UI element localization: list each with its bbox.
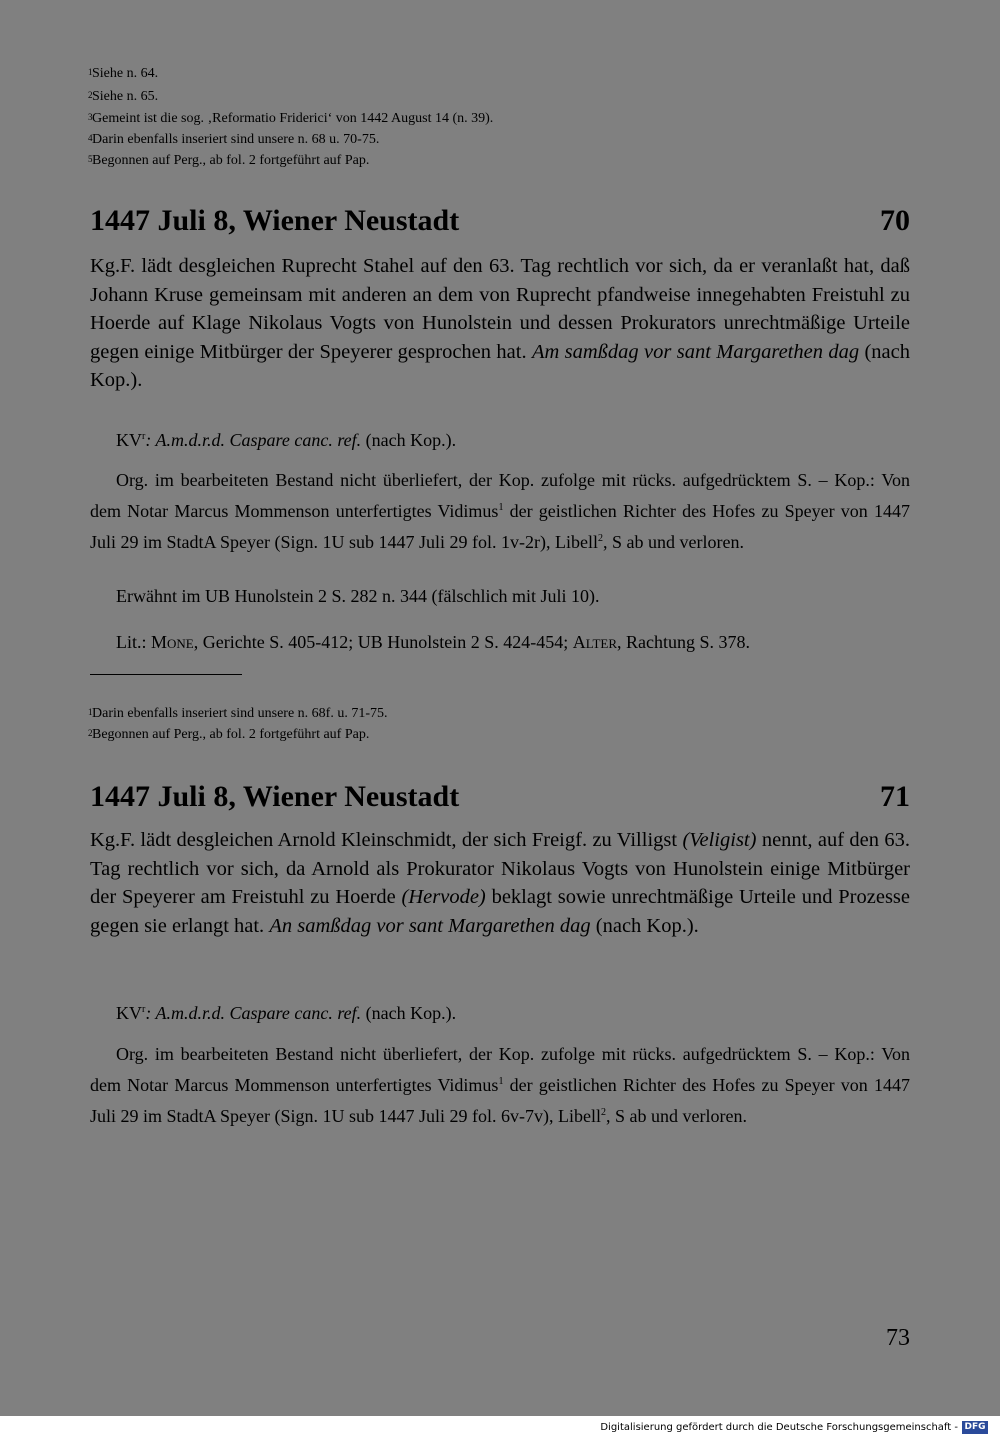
entry-70-literatur: Lit.: Mone, Gerichte S. 405-412; UB Hunolstein 2 S. 424-454; Alter, Rachtung S. 378. xyxy=(116,632,751,652)
footnote-2: 2 Siehe n. 65. xyxy=(88,89,159,104)
entry-70-erwaehnt: Erwähnt im UB Hunolstein 2 S. 282 n. 344 (fälschlich mit Juli 10). xyxy=(116,586,600,606)
entry-71-number: 71 xyxy=(880,780,910,813)
entry-71-ueberlieferung: Org. im bearbeiteten Bestand nicht überliefert, der Kop. zufolge mit rücks. aufgedrücktem S. – Kop.: Von dem Notar Marcus Mommenson unterfertigtes Vidimus$^1$ der geistlichen Richter des Hofes zu Speyer von 1447 Juli 29 im StadtA Speyer (Sign. 1U sub 1447 Juli 29 fol. 6v-7v), Libell$^2$, S ab und verloren. xyxy=(90,1044,910,1126)
entry-70-kanzleivermerk: $KV^r$: A.m.d.r.d. Caspare canc. ref. (nach Kop.). xyxy=(116,430,457,450)
entry-71-regest: Kg.F. lädt desgleichen Arnold Kleinschmidt, der sich Freigf. zu Villigst (Veligist) nennt, auf den 63. Tag rechtlich vor sich, da Arnold als Prokurator Nikolaus Vogts von Hunolstein einige Mitbürger der Speyerer am Freistuhl zu Hoerde (Hervode) beklagt sowie unrechtmäßige Urteile und Prozesse gegen sie erlangt hat. An samßdag vor sant Margarethen dag (nach Kop.). xyxy=(90,829,910,937)
entry-70-date-place: 1447 Juli 8, Wiener Neustadt xyxy=(90,204,460,237)
footnote-5: 5 Begonnen auf Perg., ab fol. 2 fortgeführt auf Pap. xyxy=(88,153,370,168)
dfg-logo-icon: DFG xyxy=(962,1421,988,1434)
entry-70-number: 70 xyxy=(880,204,910,237)
footer-bar xyxy=(0,1416,1000,1439)
entry-70-ueberlieferung: Org. im bearbeiteten Bestand nicht überliefert, der Kop. zufolge mit rücks. aufgedrücktem S. – Kop.: Von dem Notar Marcus Mommenson unterfertigtes Vidimus$^1$ der geistlichen Richter des Hofes zu Speyer von 1447 Juli 29 im StadtA Speyer (Sign. 1U sub 1447 Juli 29 fol. 1v-2r), Libell$^2$, S ab und verloren. xyxy=(90,470,910,552)
footnote-mid-1: 1 Darin ebenfalls inseriert sind unsere n. 68f. u. 71-75. xyxy=(88,706,388,721)
entry-70-regest: Kg.F. lädt desgleichen Ruprecht Stahel auf den 63. Tag rechtlich vor sich, da er veranlaßt hat, daß Johann Kruse gemeinsam mit anderen an dem von Ruprecht pfandweise innegehabten Freistuhl zu Hoerde auf Klage Nikolaus Vogts von Hunolstein und dessen Prokurators unrechtmäßige Urteile gegen einige Mitbürger der Speyerer gesprochen hat. Am samßdag vor sant Margarethen dag (nach Kop.). xyxy=(90,255,910,391)
footnote-1: 1 Siehe n. 64. xyxy=(88,66,159,81)
footnote-4: 4 Darin ebenfalls inseriert sind unsere n. 68 u. 70-75. xyxy=(88,132,380,147)
entry-71-date-place: 1447 Juli 8, Wiener Neustadt xyxy=(90,780,460,813)
page-number: 73 xyxy=(886,1325,910,1351)
entry-71-heading xyxy=(90,780,910,814)
entry-70-heading xyxy=(90,204,910,238)
footnote-mid-2: 2 Begonnen auf Perg., ab fol. 2 fortgeführt auf Pap. xyxy=(88,727,370,742)
entry-71-kanzleivermerk: $KV^r$: A.m.d.r.d. Caspare canc. ref. (nach Kop.). xyxy=(116,1003,457,1023)
footnote-separator xyxy=(90,674,242,675)
footer-credit: Digitalisierung gefördert durch die Deutsche Forschungsgemeinschaft - xyxy=(600,1422,958,1433)
footnote-3: 3 Gemeint ist die sog. ‚Reformatio Friderici‘ von 1442 August 14 (n. 39). xyxy=(88,111,494,126)
